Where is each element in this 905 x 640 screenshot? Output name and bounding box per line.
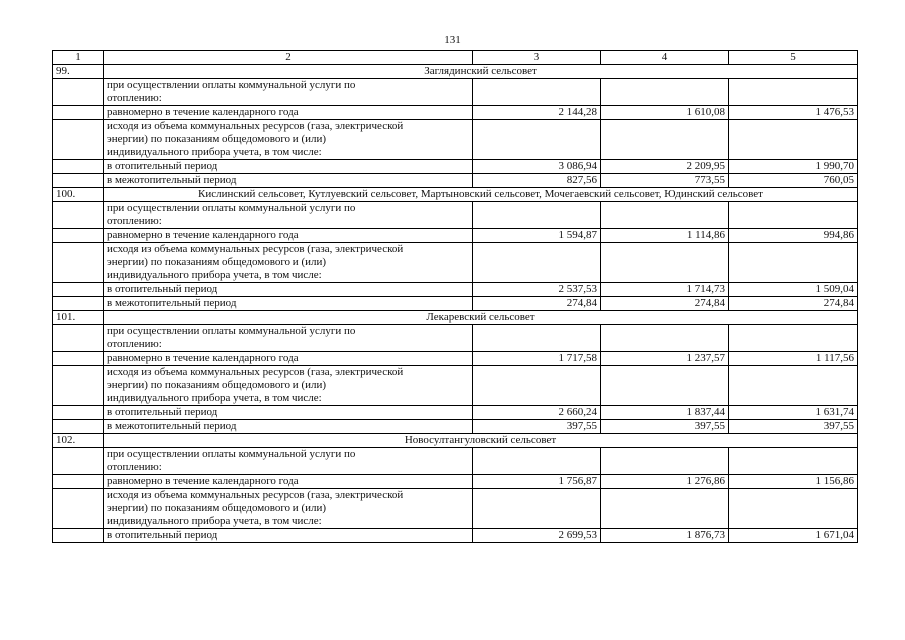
- row-number-cell: [53, 79, 104, 106]
- row-number-cell: [53, 106, 104, 120]
- row-number-cell: [53, 120, 104, 160]
- table-row: [53, 229, 858, 243]
- table-row: [53, 297, 858, 311]
- header-col-4: 4: [601, 51, 729, 65]
- description-line: индивидуального прибора учета, в том числе:: [107, 515, 322, 527]
- table-label-row: [53, 79, 858, 106]
- value-col-4: 1 237,57: [601, 352, 729, 366]
- value-col-3: 2 660,24: [473, 406, 601, 420]
- table-row: [53, 160, 858, 174]
- row-label: равномерно в течение календарного года: [104, 475, 473, 489]
- value-col-4: 397,55: [601, 420, 729, 434]
- header-col-1: 1: [53, 51, 104, 65]
- value-col-4: 274,84: [601, 297, 729, 311]
- header-col-2: 2: [104, 51, 473, 65]
- section-title: Лекаревский сельсовет: [104, 311, 858, 325]
- description-line: отоплению:: [107, 461, 162, 473]
- value-col-5: 274,84: [729, 297, 858, 311]
- header-col-5: 5: [729, 51, 858, 65]
- table-row: [53, 174, 858, 188]
- description-line: энергии) по показаниям общедомового и (или): [107, 502, 327, 514]
- row-label: в отопительный период: [104, 529, 473, 543]
- value-col-5: 994,86: [729, 229, 858, 243]
- table-row: [53, 283, 858, 297]
- row-label: в межотопительный период: [104, 297, 473, 311]
- row-label: равномерно в течение календарного года: [104, 229, 473, 243]
- value-col-5: 1 476,53: [729, 106, 858, 120]
- value-col-4: 1 276,86: [601, 475, 729, 489]
- table-label-row: [53, 202, 858, 229]
- table-label-row: [53, 325, 858, 352]
- row-label: в межотопительный период: [104, 420, 473, 434]
- section-header-row: [53, 434, 858, 448]
- value-col-4: 1 714,73: [601, 283, 729, 297]
- value-col-3: 1 594,87: [473, 229, 601, 243]
- value-col-4: 1 876,73: [601, 529, 729, 543]
- row-number-cell: [53, 448, 104, 475]
- tariff-table: [52, 50, 858, 543]
- value-col-4: 1 610,08: [601, 106, 729, 120]
- table-row: [53, 420, 858, 434]
- section-header-row: [53, 188, 858, 202]
- table-row: [53, 106, 858, 120]
- row-label: в отопительный период: [104, 283, 473, 297]
- empty-cell: [473, 366, 601, 406]
- empty-cell: [601, 366, 729, 406]
- value-col-3: 1 756,87: [473, 475, 601, 489]
- row-number-cell: [53, 229, 104, 243]
- value-col-5: 1 990,70: [729, 160, 858, 174]
- description-line: отоплению:: [107, 215, 162, 227]
- value-col-5: 760,05: [729, 174, 858, 188]
- description-line: индивидуального прибора учета, в том числе:: [107, 269, 322, 281]
- row-number-cell: [53, 352, 104, 366]
- row-number-cell: [53, 406, 104, 420]
- empty-cell: [473, 489, 601, 529]
- section-number: 101.: [53, 311, 104, 325]
- row-description: [104, 366, 473, 406]
- table-label-row: [53, 243, 858, 283]
- table-label-row: [53, 448, 858, 475]
- table-label-row: [53, 120, 858, 160]
- empty-cell: [729, 79, 858, 106]
- value-col-3: 3 086,94: [473, 160, 601, 174]
- row-label: в межотопительный период: [104, 174, 473, 188]
- page-number: 131: [444, 34, 461, 46]
- value-col-3: 274,84: [473, 297, 601, 311]
- table-row: [53, 475, 858, 489]
- table-header-row: [53, 51, 858, 65]
- description-line: индивидуального прибора учета, в том числе:: [107, 392, 322, 404]
- row-number-cell: [53, 529, 104, 543]
- section-number: 102.: [53, 434, 104, 448]
- description-line: энергии) по показаниям общедомового и (или): [107, 133, 327, 145]
- description-line: исходя из объема коммунальных ресурсов (газа, электрической: [107, 243, 404, 255]
- value-col-4: 773,55: [601, 174, 729, 188]
- empty-cell: [729, 448, 858, 475]
- value-col-5: 1 117,56: [729, 352, 858, 366]
- value-col-5: 1 631,74: [729, 406, 858, 420]
- row-number-cell: [53, 325, 104, 352]
- row-label: в отопительный период: [104, 160, 473, 174]
- row-description: [104, 120, 473, 160]
- description-line: энергии) по показаниям общедомового и (или): [107, 256, 327, 268]
- value-col-4: 2 209,95: [601, 160, 729, 174]
- header-col-3: 3: [473, 51, 601, 65]
- empty-cell: [473, 325, 601, 352]
- empty-cell: [601, 79, 729, 106]
- description-line: при осуществлении оплаты коммунальной услуги по: [107, 202, 356, 214]
- empty-cell: [729, 120, 858, 160]
- empty-cell: [601, 120, 729, 160]
- empty-cell: [473, 120, 601, 160]
- empty-cell: [601, 489, 729, 529]
- row-number-cell: [53, 297, 104, 311]
- description-line: при осуществлении оплаты коммунальной услуги по: [107, 448, 356, 460]
- description-line: при осуществлении оплаты коммунальной услуги по: [107, 325, 356, 337]
- section-number: 100.: [53, 188, 104, 202]
- row-number-cell: [53, 366, 104, 406]
- table-label-row: [53, 489, 858, 529]
- row-description: [104, 325, 473, 352]
- row-number-cell: [53, 174, 104, 188]
- value-col-3: 1 717,58: [473, 352, 601, 366]
- section-header-row: [53, 311, 858, 325]
- empty-cell: [473, 243, 601, 283]
- row-description: [104, 489, 473, 529]
- value-col-3: 2 144,28: [473, 106, 601, 120]
- section-header-row: [53, 65, 858, 79]
- description-line: исходя из объема коммунальных ресурсов (газа, электрической: [107, 120, 404, 132]
- row-label: в отопительный период: [104, 406, 473, 420]
- empty-cell: [729, 243, 858, 283]
- row-number-cell: [53, 202, 104, 229]
- row-description: [104, 202, 473, 229]
- empty-cell: [729, 366, 858, 406]
- description-line: исходя из объема коммунальных ресурсов (газа, электрической: [107, 366, 404, 378]
- section-title: Новосултангуловский сельсовет: [104, 434, 858, 448]
- section-title: Кислинский сельсовет, Кутлуевский сельсовет, Мартыновский сельсовет, Мочегаевский сельсовет, Юдинский сельсовет: [104, 188, 858, 202]
- empty-cell: [473, 448, 601, 475]
- value-col-4: 1 114,86: [601, 229, 729, 243]
- description-line: энергии) по показаниям общедомового и (или): [107, 379, 327, 391]
- description-line: исходя из объема коммунальных ресурсов (газа, электрической: [107, 489, 404, 501]
- description-line: отоплению:: [107, 92, 162, 104]
- description-line: отоплению:: [107, 338, 162, 350]
- table-row: [53, 529, 858, 543]
- empty-cell: [601, 202, 729, 229]
- row-number-cell: [53, 283, 104, 297]
- description-line: при осуществлении оплаты коммунальной услуги по: [107, 79, 356, 91]
- value-col-3: 2 537,53: [473, 283, 601, 297]
- empty-cell: [473, 79, 601, 106]
- empty-cell: [729, 489, 858, 529]
- empty-cell: [601, 243, 729, 283]
- row-description: [104, 243, 473, 283]
- value-col-5: 1 671,04: [729, 529, 858, 543]
- empty-cell: [473, 202, 601, 229]
- row-number-cell: [53, 489, 104, 529]
- value-col-3: 397,55: [473, 420, 601, 434]
- row-label: равномерно в течение календарного года: [104, 106, 473, 120]
- value-col-5: 1 156,86: [729, 475, 858, 489]
- empty-cell: [601, 448, 729, 475]
- row-number-cell: [53, 475, 104, 489]
- empty-cell: [729, 325, 858, 352]
- row-description: [104, 79, 473, 106]
- table-row: [53, 406, 858, 420]
- description-line: индивидуального прибора учета, в том числе:: [107, 146, 322, 158]
- row-label: равномерно в течение календарного года: [104, 352, 473, 366]
- section-number: 99.: [53, 65, 104, 79]
- table-row: [53, 352, 858, 366]
- value-col-3: 827,56: [473, 174, 601, 188]
- empty-cell: [601, 325, 729, 352]
- empty-cell: [729, 202, 858, 229]
- value-col-3: 2 699,53: [473, 529, 601, 543]
- value-col-5: 397,55: [729, 420, 858, 434]
- value-col-5: 1 509,04: [729, 283, 858, 297]
- section-title: Заглядинский сельсовет: [104, 65, 858, 79]
- row-number-cell: [53, 243, 104, 283]
- row-number-cell: [53, 420, 104, 434]
- row-number-cell: [53, 160, 104, 174]
- row-description: [104, 448, 473, 475]
- table-label-row: [53, 366, 858, 406]
- value-col-4: 1 837,44: [601, 406, 729, 420]
